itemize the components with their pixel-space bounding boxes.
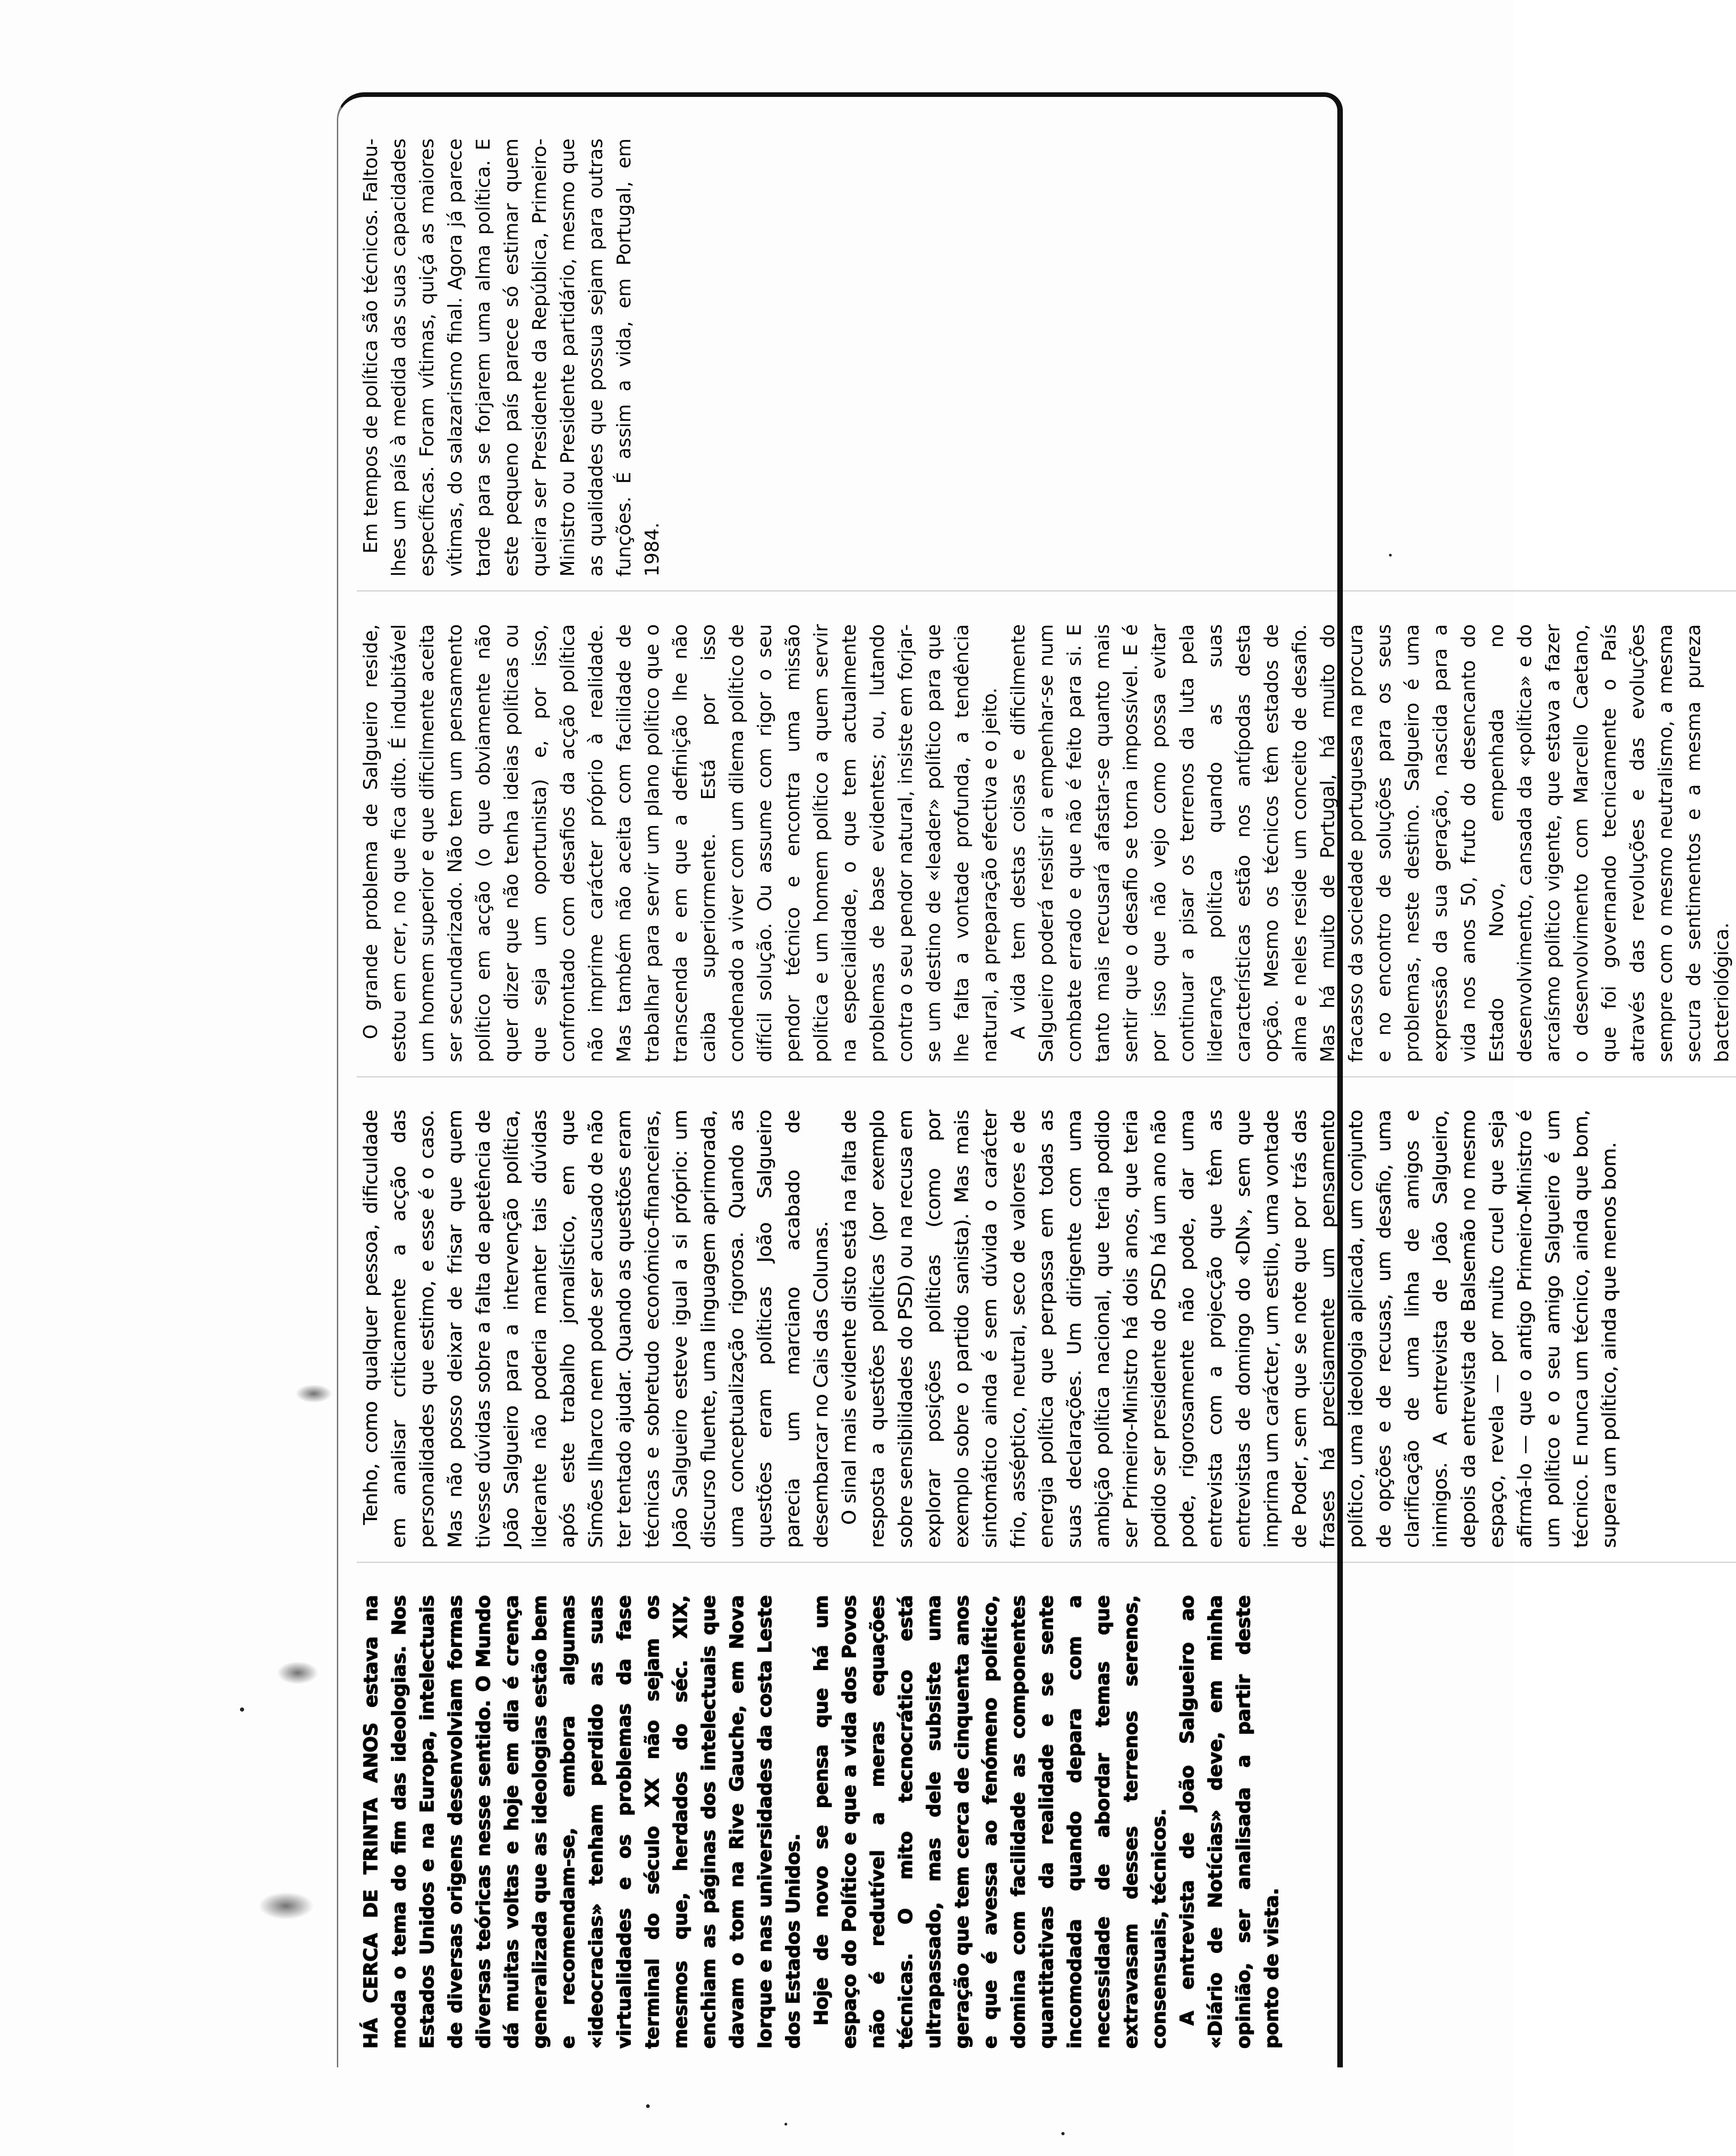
scan-smudge — [277, 1661, 318, 1684]
article-column-1 — [357, 1596, 1736, 2049]
scan-speck — [646, 2104, 650, 2108]
scan-speck — [1389, 554, 1392, 557]
article-paragraph: A vida tem destas coisas e dificilmente Salgueiro poderá resistir a empenhar-se num combate errado e que não é feito para si. E tanto mais recusará afastar-se quanto mais sentir que o desafio se torna impossível. E é por isso que não vejo como possa evitar continuar a pisar os terrenos da luta pela liderança política quando as suas características estão nos antípodas desta opção. Mesmo os técnicos têm estados de alma e neles reside um conceito de desafio. Mas há muito de Portugal, há muito do fracasso da sociedade portuguesa na procura e no encontro de soluções para os seus problemas, neste destino. Salgueiro é uma expressão da sua geração, nascida para a vida nos anos 50, fruto do desencanto do Estado Novo, empenhada no desenvolvimento, cansada da «política» e do arcaísmo político vigente, que estava a fazer o desenvolvimento com Marcello Caetano, que foi governando tecnicamente o País através das revoluções e das evoluções sempre com o mesmo neutralismo, a mesma secura de sentimentos e a mesma pureza bacteriológica. — [1007, 624, 1733, 1062]
article-paragraph: Em tempos de política são técnicos. Faltou-lhes um país à medida das suas capacidades específicas. Foram vítimas, quiçá as maiores vítimas, do salazarismo final. Agora já parece tarde para se forjarem uma alma política. E este pequeno país parece só estimar quem queira ser Presidente da República, Primeiro-Ministro ou Presidente partidário, mesmo que as qualidades que possua sejam para outras funções. É assim a vida, em Portugal, em 1984. — [359, 138, 663, 577]
article-column-3 — [357, 624, 1736, 1078]
newspaper-clipping — [337, 92, 1733, 2067]
article-paragraph: O sinal mais evidente disto está na falta de resposta a questões políticas (por exemplo sobre sensibilidades do PSD) ou na recusa em explorar posições políticas (como por exemplo sobre o partido sanista). Mas mais sintomático ainda é sem dúvida o carácter frio, asséptico, neutral, seco de valores e de energia política que perpassa em todas as suas declarações. Um dirigente com uma ambição política nacional, que teria podido ser Primeiro-Ministro há dois anos, que teria podido ser presidente do PSD há um ano não pode, rigorosamente não pode, dar uma entrevista com a projecção que têm as entrevistas de domingo do «DN», sem que imprima um carácter, um estilo, uma vontade de Poder, sem que se note que por trás das frases há precisamente um pensamento político, uma ideologia aplicada, um conjunto de opções e de recusas, um desafio, uma clarificação de uma linha de amigos e inimigos. A entrevista de João Salgueiro, depois da entrevista de Balsemão no mesmo espaço, revela — por muito cruel que seja afirmá-lo — que o antigo Primeiro-Ministro é um político e o seu amigo Salgueiro é um técnico. E nunca um técnico, ainda que bom, supera um político, ainda que menos bom. — [838, 1110, 1620, 1548]
article-paragraph: Hoje de novo se pensa que há um espaço do Político e que a vida dos Povos não é redutível a meras equações técnicas. O mito tecnocrático está ultrapassado, mas dele subsiste uma geração que tem cerca de cinquenta anos e que é avessa ao fenómeno político, domina com facilidade as componentes quantitativas da realidade e se sente incomodada quando depara com a necessidade de abordar temas que extravasam desses terrenos serenos, consensuais, técnicos. — [810, 1595, 1170, 2049]
scan-smudge — [295, 1384, 332, 1403]
article-column-2 — [357, 1110, 1736, 1563]
scan-speck — [1061, 2132, 1065, 2135]
article-paragraph: HÁ CERCA DE TRINTA ANOS estava na moda o tema do fim das ideologias. Nos Estados Unidos e na Europa, intelectuais de diversas origens desenvolviam formas diversas teóricas nesse sentido. O Mundo dá muitas voltas e hoje em dia é crença generalizada que as ideologias estão bem e recomendam-se, embora algumas «ideocracias» tenham perdido as suas virtualidades e os problemas da fase terminal do século XX não sejam os mesmos que, herdados do séc. XIX, enchiam as páginas dos intelectuais que davam o tom na Rive Gauche, em Nova Iorque e nas universidades da costa Leste dos Estados Unidos. — [359, 1595, 804, 2049]
article-paragraph: O grande problema de Salgueiro reside, estou em crer, no que fica dito. É indubitável um homem superior e que dificilmente aceita ser secundarizado. Não tem um pensamento político em acção (o que obviamente não quer dizer que não tenha ideias políticas ou que seja um oportunista) e, por isso, confrontado com desafios da acção política não imprime carácter próprio à realidade. Mas também não aceita com facilidade de trabalhar para servir um plano político que o transcenda e em que a definição lhe não caiba superiormente. Está por isso condenado a viver com um dilema político de difícil solução. Ou assume com rigor o seu pendor técnico e encontra uma missão política e um homem político a quem servir na especialidade, o que tem actualmente problemas de base evidentes; ou, lutando contra o seu pendor natural, insiste em forjar-se um destino de «leader» político para que lhe falta a vontade profunda, a tendência natural, a preparação efectiva e o jeito. — [359, 624, 1001, 1062]
scan-smudge — [258, 1892, 314, 1920]
article-paragraph: A entrevista de João Salgueiro ao «Diário de Notícias» deve, em minha opinião, ser analisada a partir deste ponto de vista. — [1176, 1595, 1282, 2049]
article-columns — [357, 138, 1733, 2049]
scan-speck — [784, 2123, 787, 2126]
article-paragraph: Tenho, como qualquer pessoa, dificuldade em analisar criticamente a acção das personalidades que estimo, e esse é o caso. Mas não posso deixar de frisar que quem tivesse dúvidas sobre a falta de apetência de João Salgueiro para a intervenção política, liderante não poderia manter tais dúvidas após este trabalho jornalístico, em que Simões Ilharco nem pode ser acusado de não ter tentado ajudar. Quando as questões eram técnicas e sobretudo económico-financeiras, João Salgueiro esteve igual a si próprio: um discurso fluente, uma linguagem aprimorada, uma conceptualização rigorosa. Quando as questões eram políticas João Salgueiro parecia um marciano acabado de desembarcar no Cais das Colunas. — [359, 1110, 832, 1548]
article-column-4 — [357, 138, 1736, 592]
scan-speck — [240, 1707, 244, 1712]
